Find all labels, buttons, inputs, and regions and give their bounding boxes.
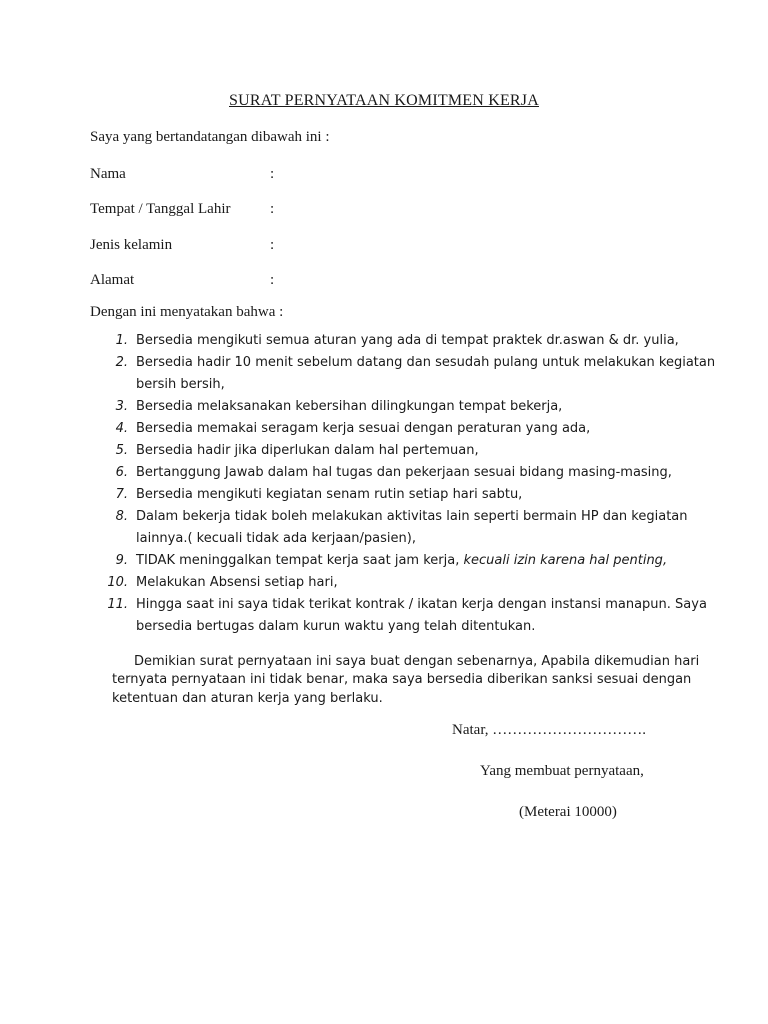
field-colon: : bbox=[270, 272, 275, 288]
list-item-number: 5. bbox=[115, 443, 128, 458]
statement-intro: Dengan ini menyatakan bahwa : bbox=[90, 304, 284, 320]
list-item-text-continued: bersih bersih, bbox=[136, 377, 225, 392]
list-item-text bbox=[136, 553, 667, 568]
list-item-text: Dalam bekerja tidak boleh melakukan aktivitas lain seperti bermain HP dan kegiatan bbox=[136, 509, 688, 524]
field-colon: : bbox=[270, 201, 275, 217]
field-colon: : bbox=[270, 237, 275, 253]
list-item-text: Hingga saat ini saya tidak terikat kontrak / ikatan kerja dengan instansi manapun. Saya bbox=[136, 597, 707, 612]
field-label: Nama bbox=[90, 166, 126, 182]
document-title: SURAT PERNYATAAN KOMITMEN KERJA bbox=[229, 92, 539, 109]
list-item-text: Bertanggung Jawab dalam hal tugas dan pekerjaan sesuai bidang masing-masing, bbox=[136, 465, 672, 480]
list-item-number: 2. bbox=[115, 355, 128, 370]
list-item-text: Bersedia melaksanakan kebersihan dilingkungan tempat bekerja, bbox=[136, 399, 563, 414]
closing-line: Demikian surat pernyataan ini saya buat dengan sebenarnya, Apabila dikemudian hari bbox=[134, 654, 700, 669]
stamp-label: (Meterai 10000) bbox=[519, 804, 617, 820]
list-item-text: Bersedia mengikuti semua aturan yang ada di tempat praktek dr.aswan & dr. yulia, bbox=[136, 333, 679, 348]
list-item-text: Bersedia hadir jika diperlukan dalam hal pertemuan, bbox=[136, 443, 479, 458]
signer-label: Yang membuat pernyataan, bbox=[480, 763, 644, 779]
closing-line: ketentuan dan aturan kerja yang berlaku. bbox=[112, 691, 383, 706]
list-item-number: 8. bbox=[115, 509, 128, 524]
list-item-text: Bersedia hadir 10 menit sebelum datang dan sesudah pulang untuk melakukan kegiatan bbox=[136, 355, 716, 370]
list-item-text: Bersedia memakai seragam kerja sesuai dengan peraturan yang ada, bbox=[136, 421, 591, 436]
list-item-text-emphasis: kecuali izin karena hal penting, bbox=[463, 553, 668, 568]
intro-text: Saya yang bertandatangan dibawah ini : bbox=[90, 129, 330, 145]
list-item-text: Melakukan Absensi setiap hari, bbox=[136, 575, 338, 590]
field-label: Alamat bbox=[90, 272, 135, 288]
list-item-text-main: TIDAK meninggalkan tempat kerja saat jam kerja, bbox=[136, 553, 464, 568]
list-item-text: Bersedia mengikuti kegiatan senam rutin setiap hari sabtu, bbox=[136, 487, 523, 502]
list-item-number: 10. bbox=[107, 575, 128, 590]
place-date: Natar, …………………………. bbox=[452, 722, 646, 738]
list-item-number: 7. bbox=[115, 487, 128, 502]
list-item-number: 9. bbox=[115, 553, 128, 568]
closing-line: ternyata pernyataan ini tidak benar, maka saya bersedia diberikan sanksi sesuai dengan bbox=[112, 672, 692, 687]
field-label: Tempat / Tanggal Lahir bbox=[90, 201, 231, 217]
list-item-number: 11. bbox=[107, 597, 128, 612]
list-item-text-continued: lainnya.( kecuali tidak ada kerjaan/pasien), bbox=[136, 531, 416, 546]
list-item-number: 3. bbox=[115, 399, 128, 414]
list-item-number: 4. bbox=[115, 421, 128, 436]
list-item-number: 6. bbox=[115, 465, 128, 480]
list-item-number: 1. bbox=[115, 333, 128, 348]
field-label: Jenis kelamin bbox=[90, 237, 173, 253]
field-colon: : bbox=[270, 166, 275, 182]
list-item-text-continued: bersedia bertugas dalam kurun waktu yang telah ditentukan. bbox=[136, 619, 536, 634]
